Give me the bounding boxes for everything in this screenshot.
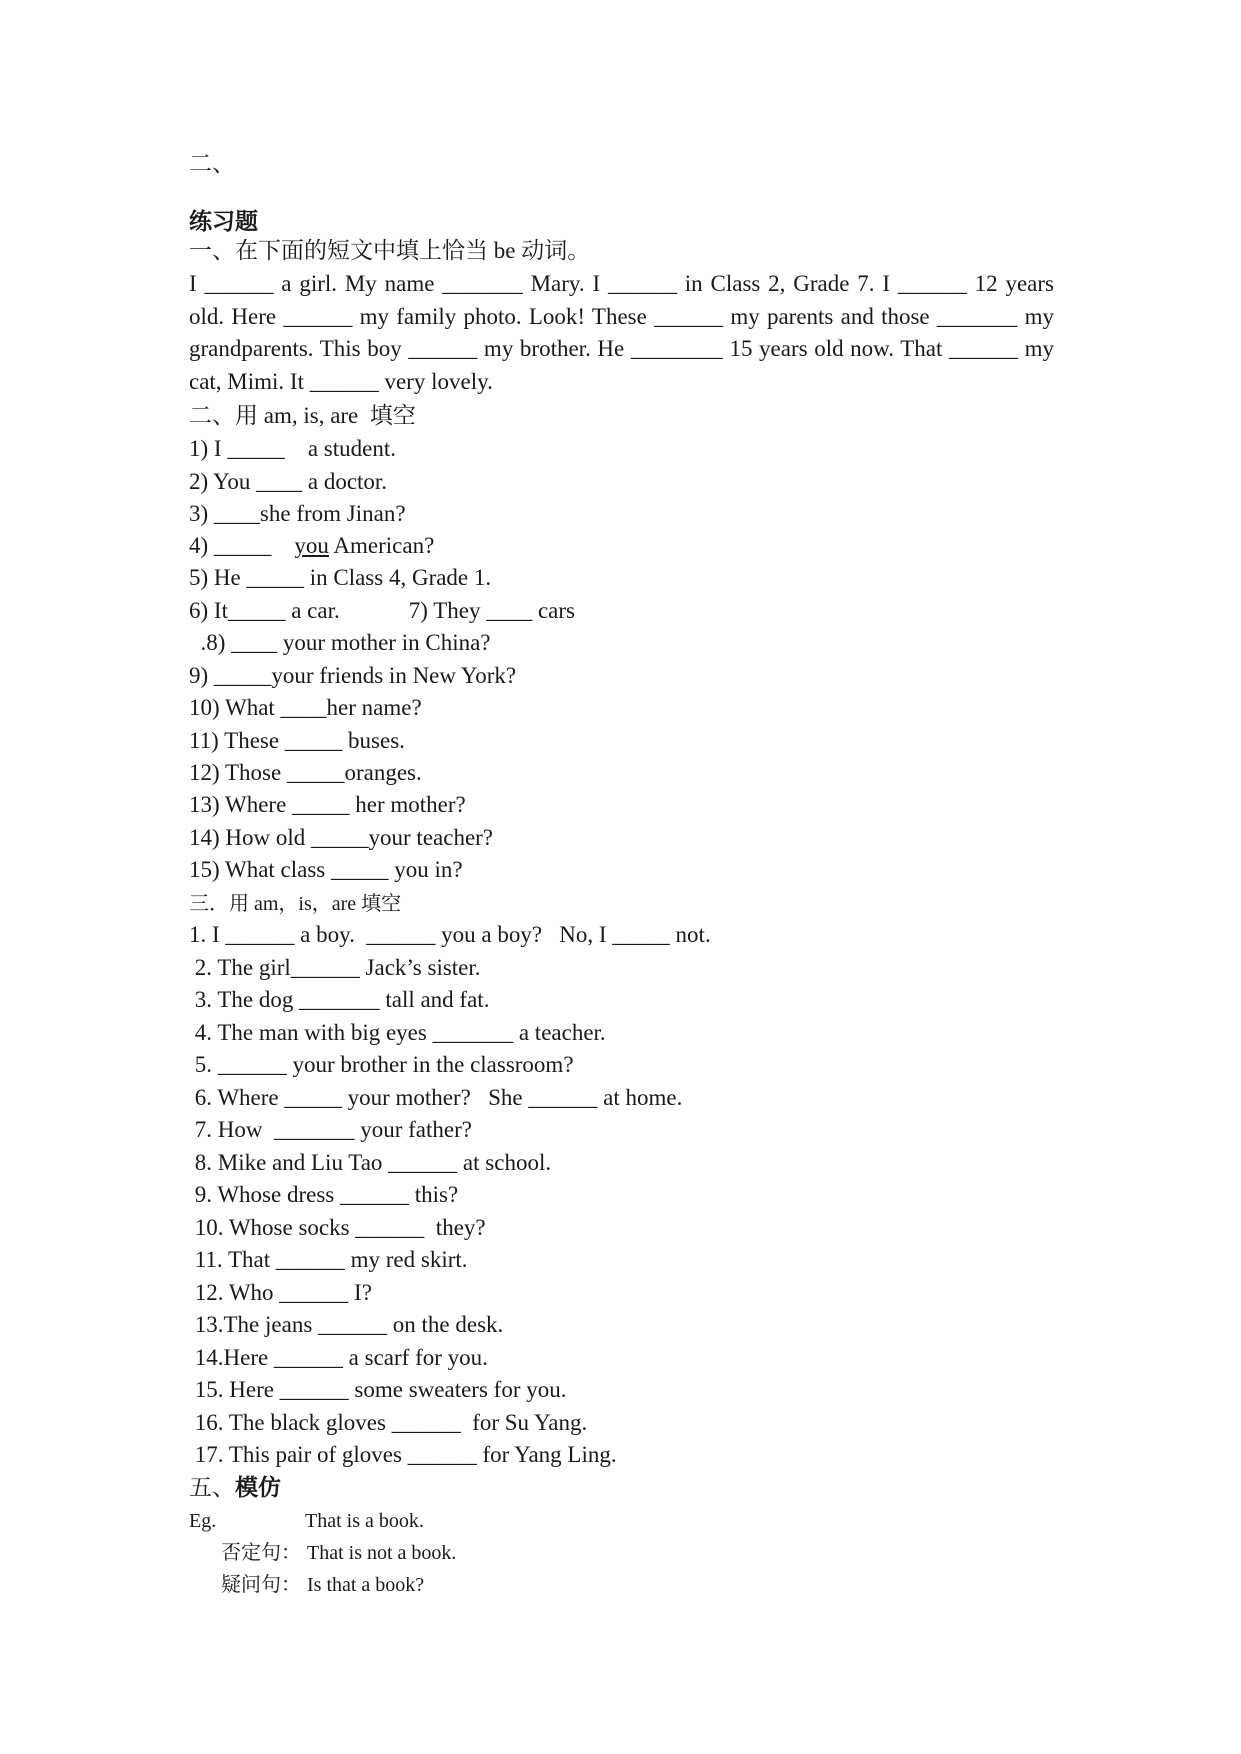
question-sentence: Is that a book? — [307, 1574, 425, 1596]
section3-item: 8. Mike and Liu Tao ______ at school. — [189, 1150, 552, 1175]
item4-underlined-word: you — [294, 533, 329, 558]
section5-heading — [189, 1472, 281, 1504]
section2-item: 15) What class _____ you in? — [189, 857, 463, 882]
section3-item: 4. The man with big eyes _______ a teacher. — [189, 1020, 606, 1045]
eg-label: Eg. — [189, 1510, 217, 1532]
section1-paragraph: I ______ a girl. My name _______ Mary. I ______ in Class 2, Grade 7. I ______ 12 years old. Here ______ my family photo. Look! These ______ my parents and those _______ my grandparents. This boy ______ my brother. He ________ 15 years old now. That ______ my cat, Mimi. It ______ very lovely. — [189, 271, 1054, 394]
negative-label: 否定句： — [221, 1542, 301, 1564]
section3-item: 14.Here ______ a scarf for you. — [189, 1345, 488, 1370]
section2-item: 14) How old _____your teacher? — [189, 825, 494, 850]
section2-item: 1) I _____ a student. — [189, 436, 396, 461]
section2-item: 3) ____she from Jinan? — [189, 501, 406, 526]
section2-item: 9) _____your friends in New York? — [189, 663, 517, 688]
section5-heading-bold: 模仿 — [235, 1475, 281, 1500]
section3-item: 1. I ______ a boy. ______ you a boy? No, I _____ not. — [189, 922, 711, 947]
eg-sentence: That is a book. — [305, 1510, 424, 1532]
item4-tail: American? — [328, 533, 435, 558]
section3-item: 17. This pair of gloves ______ for Yang Ling. — [189, 1442, 617, 1467]
section2-item: .8) ____ your mother in China? — [189, 630, 491, 655]
section3-item: 10. Whose socks ______ they? — [189, 1215, 486, 1240]
section3-item: 12. Who ______ I? — [189, 1280, 372, 1305]
negative-sentence: That is not a book. — [307, 1542, 457, 1564]
section3-item: 9. Whose dress ______ this? — [189, 1182, 459, 1207]
section2-item: 12) Those _____oranges. — [189, 760, 422, 785]
section2-item: 2) You ____ a doctor. — [189, 469, 388, 494]
section3-item: 16. The black gloves ______ for Su Yang. — [189, 1410, 588, 1435]
section3-item: 2. The girl______ Jack’s sister. — [189, 955, 481, 980]
section2-item: 11) These _____ buses. — [189, 728, 405, 753]
section2-item: 5) He _____ in Class 4, Grade 1. — [189, 565, 492, 590]
section3-item: 7. How _______ your father? — [189, 1117, 472, 1142]
section1-heading: 一、在下面的短文中填上恰当 be 动词。 — [189, 238, 591, 263]
section2-item: 6) It_____ a car. 7) They ____ cars — [189, 598, 576, 623]
section3-item: 5. ______ your brother in the classroom? — [189, 1052, 574, 1077]
section5-heading-prefix: 五、 — [189, 1475, 235, 1500]
item4-prefix: 4) _____ — [189, 533, 295, 558]
practice-title: 练习题 — [189, 209, 258, 234]
section3-heading: 三．用 am，is，are 填空 — [189, 893, 402, 915]
question-label: 疑问句： — [221, 1574, 301, 1596]
section3-item: 6. Where _____ your mother? She ______ at home. — [189, 1085, 683, 1110]
section3-item: 3. The dog _______ tall and fat. — [189, 987, 490, 1012]
section2-item-4 — [189, 530, 434, 562]
section3-item: 13.The jeans ______ on the desk. — [189, 1312, 504, 1337]
page-marker: 二、 — [189, 151, 235, 176]
section2-item: 13) Where _____ her mother? — [189, 792, 466, 817]
section3-item: 15. Here ______ some sweaters for you. — [189, 1377, 567, 1402]
section2-heading: 二、用 am, is, are 填空 — [189, 403, 416, 428]
section3-item: 11. That ______ my red skirt. — [189, 1247, 468, 1272]
section2-item: 10) What ____her name? — [189, 695, 422, 720]
